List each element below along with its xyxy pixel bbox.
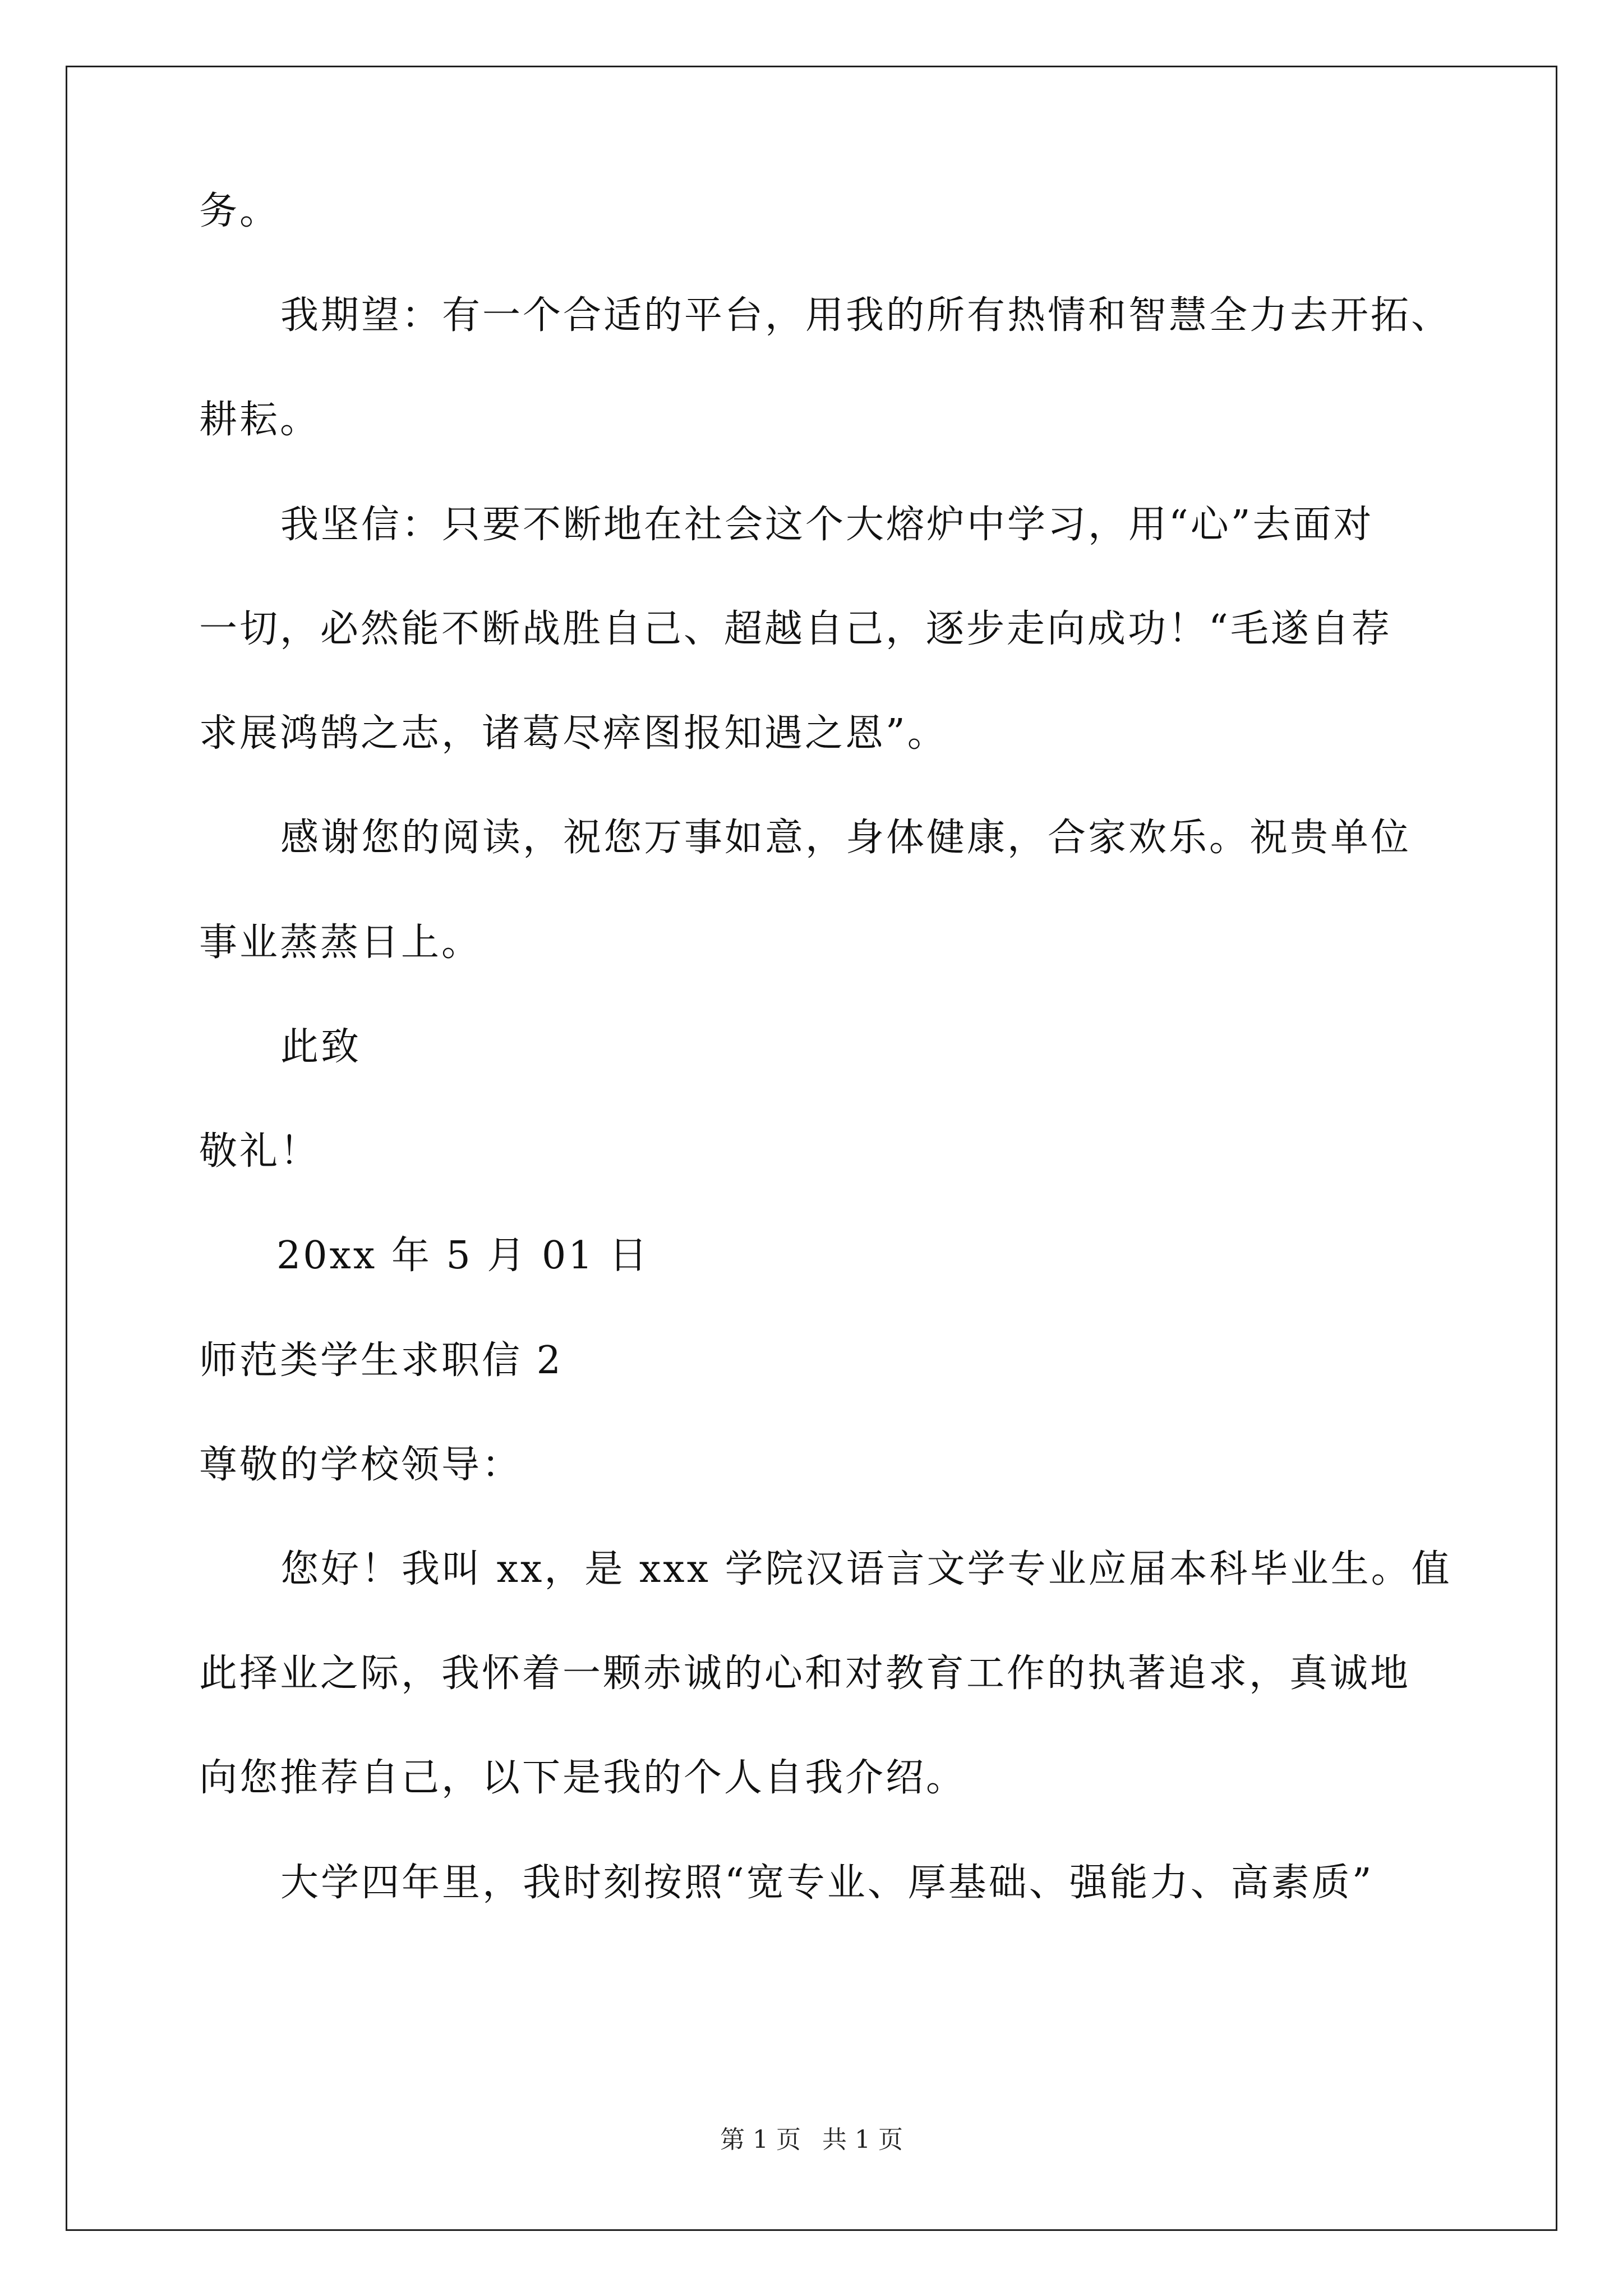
- letter-date: 20xx 年 5 月 01 日: [276, 1234, 650, 1278]
- text-line: 感谢您的阅读，祝您万事如意，身体健康，合家欢乐。祝贵单位: [280, 816, 1412, 860]
- text-line: 求展鸿鹄之志，诸葛尽瘁图报知遇之恩”。: [199, 711, 948, 756]
- text-line: 向您推荐自己，以下是我的个人自我介绍。: [199, 1756, 967, 1800]
- page-number: 第 1 页: [720, 2125, 801, 2154]
- text-line: 事业蒸蒸日上。: [199, 921, 482, 965]
- text-line: 大学四年里，我时刻按照“宽专业、厚基础、强能力、高素质”: [280, 1861, 1374, 1905]
- closing-regards: 敬礼！: [199, 1129, 321, 1174]
- text-line: 此择业之际，我怀着一颗赤诚的心和对教育工作的执著追求，真诚地: [199, 1651, 1411, 1696]
- page-footer: [0, 2123, 1623, 2157]
- text-line: 一切，必然能不断战胜自己、超越自己，逐步走向成功！“毛遂自荐: [199, 607, 1392, 651]
- letter-greeting: 尊敬的学校领导：: [199, 1443, 523, 1487]
- text-line: 耕耘。: [199, 398, 321, 442]
- page-total: 共 1 页: [822, 2125, 903, 2154]
- closing-salutation: 此致: [280, 1025, 362, 1069]
- text-line: 我坚信：只要不断地在社会这个大熔炉中学习，用“心”去面对: [280, 503, 1374, 547]
- section-title: 师范类学生求职信 2: [199, 1338, 563, 1383]
- text-line: 务。: [199, 189, 280, 233]
- text-line: 我期望：有一个合适的平台，用我的所有热情和智慧全力去开拓、: [280, 293, 1452, 338]
- text-line: 您好！我叫 xx，是 xxx 学院汉语言文学专业应届本科毕业生。值: [280, 1547, 1452, 1591]
